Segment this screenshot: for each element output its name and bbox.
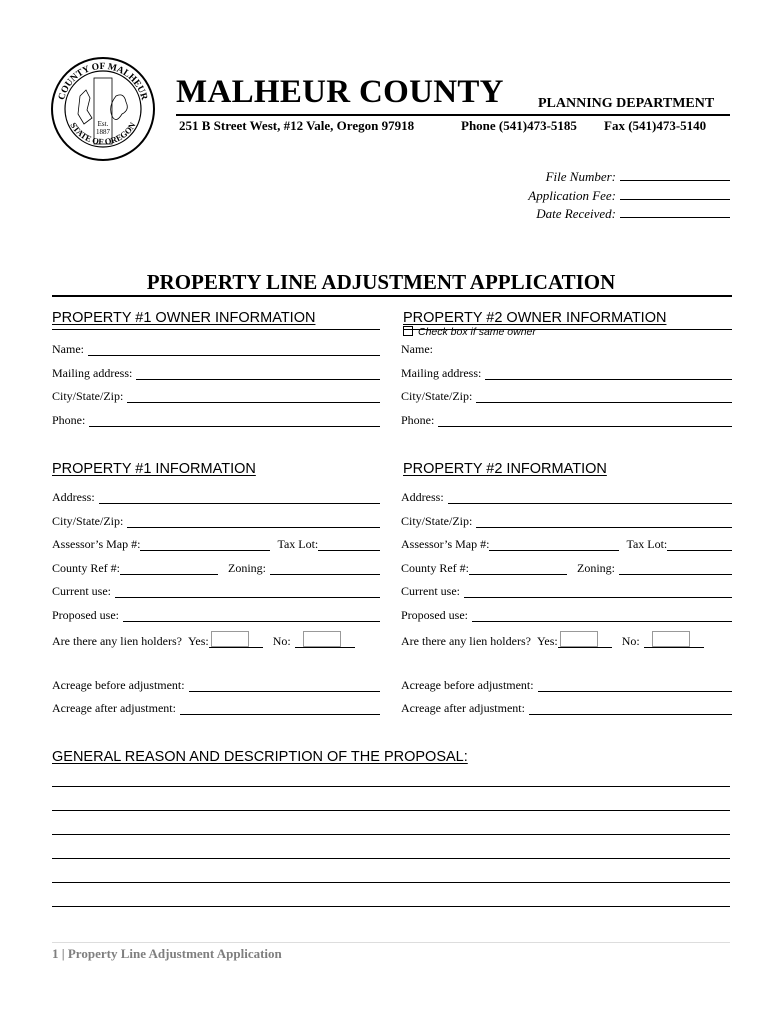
owner2-mailing-blank[interactable] [485, 368, 732, 380]
prop1-proposed-label: Proposed use: [52, 608, 119, 622]
prop1-current-field[interactable] [52, 584, 380, 598]
prop2-lien-no-box[interactable] [652, 631, 690, 647]
footer-divider [52, 942, 730, 943]
prop1-lien-yes[interactable] [209, 631, 263, 648]
seal-year: 1887 [96, 128, 110, 136]
owner1-heading: PROPERTY #1 OWNER INFORMATION [52, 310, 316, 326]
prop1-heading: PROPERTY #1 INFORMATION [52, 461, 256, 477]
prop2-proposed-blank[interactable] [472, 610, 732, 622]
owner2-heading: PROPERTY #2 OWNER INFORMATION [403, 310, 667, 326]
prop1-countyref-label: County Ref #: [52, 561, 120, 575]
prop1-lien-no[interactable] [295, 631, 355, 648]
prop2-heading: PROPERTY #2 INFORMATION [403, 461, 607, 477]
prop1-acre-before-field[interactable] [52, 678, 380, 692]
checkbox-icon[interactable] [403, 326, 413, 336]
reason-line[interactable] [52, 809, 730, 811]
prop1-zoning-label: Zoning: [228, 561, 266, 575]
prop2-lien-no[interactable] [644, 631, 704, 648]
owner2-name-blank[interactable] [437, 345, 732, 356]
prop2-lien-label: Are there any lien holders? [401, 634, 531, 648]
office-phone: Phone (541)473-5185 [461, 118, 577, 133]
file-number-row[interactable] [528, 168, 730, 187]
prop2-acre-after-blank[interactable] [529, 703, 732, 715]
prop2-taxlot-label: Tax Lot: [626, 537, 668, 551]
owner1-mailing-blank[interactable] [136, 368, 380, 380]
prop2-acre-before-blank[interactable] [538, 680, 732, 692]
owner2-city-blank[interactable] [476, 391, 732, 403]
prop1-map-blank[interactable] [140, 539, 270, 551]
title-divider [52, 295, 732, 297]
reason-heading: GENERAL REASON AND DESCRIPTION OF THE PROPOSAL: [52, 749, 468, 765]
application-fee-label: Application Fee: [528, 187, 616, 203]
prop2-lien-yes[interactable] [558, 631, 612, 648]
county-name: MALHEUR COUNTY [176, 74, 504, 110]
same-owner-checkbox[interactable] [403, 326, 536, 338]
owner1-city-field[interactable] [52, 389, 380, 403]
prop1-countyref-blank[interactable] [120, 563, 218, 575]
owner1-phone-label: Phone: [52, 413, 86, 427]
prop2-countyref-label: County Ref #: [401, 561, 469, 575]
prop1-map-label: Assessor’s Map #: [52, 537, 141, 551]
owner2-phone-field[interactable] [401, 413, 732, 427]
date-received-label: Date Received: [536, 206, 616, 221]
prop2-proposed-label: Proposed use: [401, 608, 468, 622]
prop2-map-blank[interactable] [489, 539, 619, 551]
prop2-map-taxlot-row [401, 537, 732, 551]
owner1-name-field[interactable] [52, 342, 380, 356]
reason-line[interactable] [52, 833, 730, 835]
prop1-acre-after-label: Acreage after adjustment: [52, 701, 176, 715]
application-fee-row[interactable] [528, 187, 730, 206]
reason-line[interactable] [52, 785, 730, 787]
file-number-blank[interactable] [620, 168, 730, 181]
prop1-address-label: Address: [52, 490, 95, 504]
prop1-zoning-blank[interactable] [270, 563, 380, 575]
prop2-city-field[interactable] [401, 514, 732, 528]
prop1-current-blank[interactable] [115, 586, 380, 598]
county-seal [50, 56, 156, 162]
seal-est: Est. [97, 120, 109, 128]
prop1-acre-before-label: Acreage before adjustment: [52, 678, 185, 692]
prop1-proposed-field[interactable] [52, 608, 380, 622]
prop2-acre-after-field[interactable] [401, 701, 732, 715]
prop2-proposed-field[interactable] [401, 608, 732, 622]
prop1-map-taxlot-row [52, 537, 380, 551]
page-footer: 1 | Property Line Adjustment Application [52, 946, 282, 961]
prop2-acre-before-field[interactable] [401, 678, 732, 692]
owner2-phone-blank[interactable] [438, 415, 732, 427]
prop2-lien-no-label: No: [621, 634, 640, 648]
prop1-lien-no-box[interactable] [303, 631, 341, 647]
department-name: PLANNING DEPARTMENT [538, 96, 715, 111]
prop2-zoning-blank[interactable] [619, 563, 732, 575]
prop2-current-blank[interactable] [464, 586, 732, 598]
prop2-acre-after-label: Acreage after adjustment: [401, 701, 525, 715]
prop2-city-blank[interactable] [476, 516, 732, 528]
owner2-mailing-label: Mailing address: [401, 366, 482, 380]
prop1-city-blank[interactable] [127, 516, 380, 528]
prop2-current-field[interactable] [401, 584, 732, 598]
prop2-address-blank[interactable] [448, 492, 732, 504]
prop2-address-field[interactable] [401, 490, 732, 504]
owner2-name-label: Name: [401, 342, 433, 356]
owner1-mailing-field[interactable] [52, 366, 380, 380]
owner1-phone-blank[interactable] [89, 415, 380, 427]
office-use-block [528, 168, 730, 224]
owner1-name-label: Name: [52, 342, 84, 356]
owner1-city-blank[interactable] [127, 391, 380, 403]
svg-text:COUNTY OF MALHEUR [57, 62, 149, 101]
prop1-city-label: City/State/Zip: [52, 514, 124, 528]
prop1-acre-after-field[interactable] [52, 701, 380, 715]
prop1-lien-row [52, 631, 380, 648]
prop1-lien-yes-box[interactable] [211, 631, 249, 647]
prop1-address-field[interactable] [52, 490, 380, 504]
date-received-blank[interactable] [620, 205, 730, 218]
reason-line[interactable] [52, 905, 730, 907]
application-fee-blank[interactable] [620, 187, 730, 200]
owner2-city-label: City/State/Zip: [401, 389, 473, 403]
owner1-city-label: City/State/Zip: [52, 389, 124, 403]
prop2-lien-row [401, 631, 732, 648]
prop2-taxlot-blank[interactable] [667, 539, 732, 551]
owner1-name-blank[interactable] [88, 344, 380, 356]
reason-line[interactable] [52, 881, 730, 883]
prop2-current-label: Current use: [401, 584, 460, 598]
prop2-lien-yes-label: Yes: [536, 634, 558, 648]
office-fax: Fax (541)473-5140 [604, 118, 707, 133]
reason-line[interactable] [52, 857, 730, 859]
prop1-acre-before-blank[interactable] [189, 680, 380, 692]
owner1-phone-field[interactable] [52, 413, 380, 427]
owner1-heading-rule [52, 329, 380, 330]
prop2-ref-zoning-row [401, 561, 732, 575]
owner2-phone-label: Phone: [401, 413, 435, 427]
seal-bottom-text: STATE OF OREGON [68, 120, 138, 147]
prop2-map-label: Assessor’s Map #: [401, 537, 490, 551]
prop1-lien-label: Are there any lien holders? [52, 634, 182, 648]
owner2-name-field[interactable] [401, 342, 732, 356]
prop2-lien-yes-box[interactable] [560, 631, 598, 647]
prop1-taxlot-blank[interactable] [318, 539, 380, 551]
prop1-lien-yes-label: Yes: [187, 634, 209, 648]
owner2-city-field[interactable] [401, 389, 732, 403]
prop2-address-label: Address: [401, 490, 444, 504]
date-received-row[interactable] [528, 205, 730, 224]
owner1-mailing-label: Mailing address: [52, 366, 133, 380]
prop2-city-label: City/State/Zip: [401, 514, 473, 528]
prop1-proposed-blank[interactable] [123, 610, 380, 622]
header-divider [176, 114, 730, 116]
seal-top-text: COUNTY OF MALHEUR [57, 61, 149, 102]
form-title: PROPERTY LINE ADJUSTMENT APPLICATION [146, 270, 616, 294]
prop2-acre-before-label: Acreage before adjustment: [401, 678, 534, 692]
prop1-city-field[interactable] [52, 514, 380, 528]
file-number-label: File Number: [545, 169, 616, 184]
prop2-zoning-label: Zoning: [577, 561, 615, 575]
prop1-ref-zoning-row [52, 561, 380, 575]
prop1-acre-after-blank[interactable] [180, 703, 380, 715]
office-address: 251 B Street West, #12 Vale, Oregon 97918 [179, 118, 415, 133]
prop1-current-label: Current use: [52, 584, 111, 598]
prop1-taxlot-label: Tax Lot: [277, 537, 319, 551]
prop2-countyref-blank[interactable] [469, 563, 567, 575]
prop1-address-blank[interactable] [99, 492, 380, 504]
owner2-mailing-field[interactable] [401, 366, 732, 380]
same-owner-label: Check box if same owner [418, 326, 536, 338]
prop1-lien-no-label: No: [272, 634, 291, 648]
